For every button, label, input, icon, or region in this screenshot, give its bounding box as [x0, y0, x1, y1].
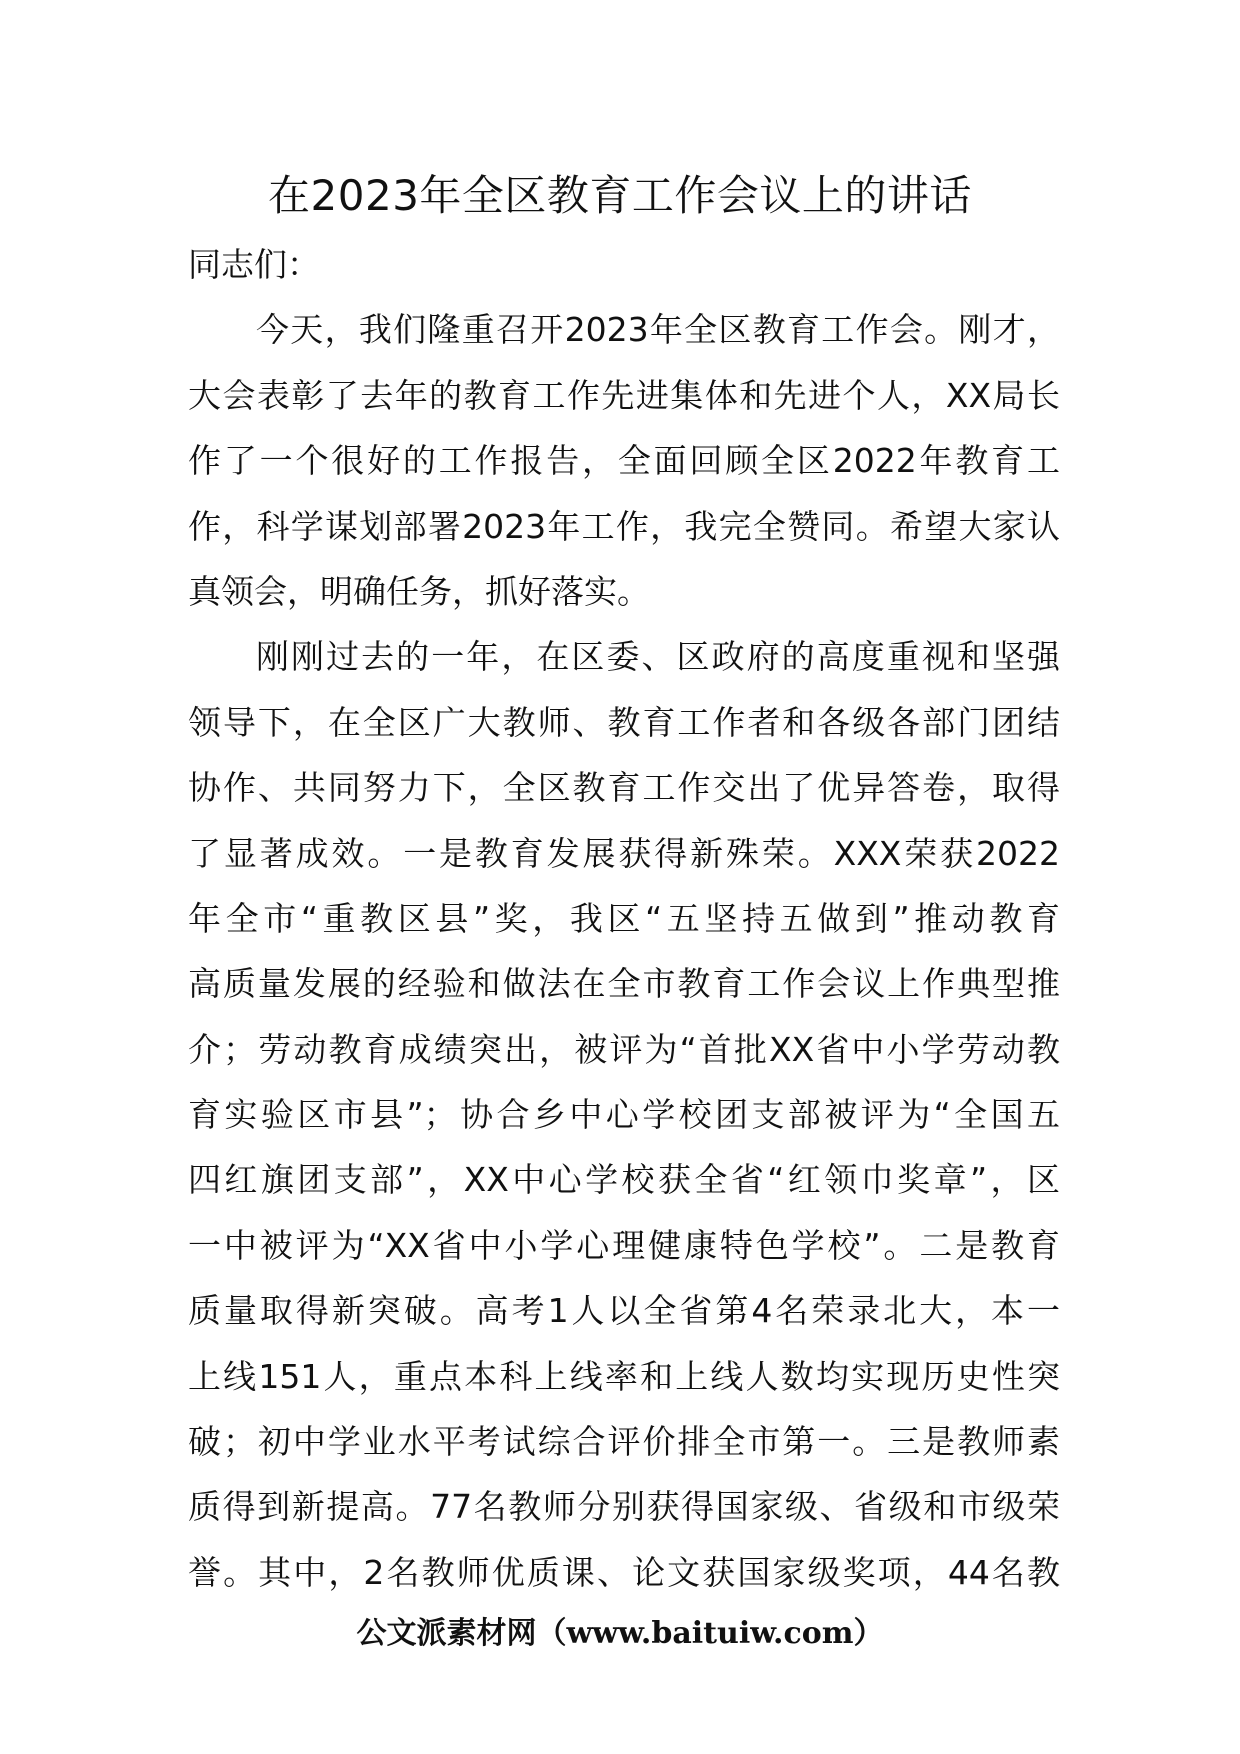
body-line: 了显著成效。一是教育发展获得新殊荣。XXX荣获2022 — [188, 833, 1060, 873]
body-line: 质得到新提高。77名教师分别获得国家级、省级和市级荣 — [188, 1487, 1060, 1527]
body-line: 上线151人，重点本科上线率和上线人数均实现历史性突 — [188, 1356, 1060, 1396]
body-line: 高质量发展的经验和做法在全市教育工作会议上作典型推 — [188, 964, 1060, 1004]
document-title: 在2023年全区教育工作会议上的讲话 — [268, 171, 972, 220]
body-line: 作，科学谋划部署2023年工作，我完全赞同。希望大家认 — [188, 506, 1060, 546]
body-line: 一中被评为“XX省中小学心理健康特色学校”。二是教育 — [188, 1225, 1060, 1265]
body-line: 年全市“重教区县”奖，我区“五坚持五做到”推动教育 — [188, 898, 1060, 938]
body-line: 誉。其中，2名教师优质课、论文获国家级奖项，44名教 — [188, 1552, 1060, 1592]
body-line: 四红旗团支部”，XX中心学校获全省“红领巾奖章”，区 — [188, 1160, 1060, 1200]
body-line: 作了一个很好的工作报告，全面回顾全区2022年教育工 — [188, 441, 1060, 481]
body-line: 今天，我们隆重召开2023年全区教育工作会。刚才， — [256, 310, 1060, 350]
body-line: 破；初中学业水平考试综合评价排全市第一。三是教师素 — [188, 1422, 1060, 1462]
body-line: 质量取得新突破。高考1人以全省第4名荣录北大，本一 — [188, 1291, 1060, 1331]
body-line: 真领会，明确任务，抓好落实。 — [188, 571, 650, 611]
document-body — [188, 232, 1060, 1605]
footer-watermark: 公文派素材网（www.baituiw.com） — [356, 1616, 884, 1651]
body-line: 育实验区市县”；协合乡中心学校团支部被评为“全国五 — [188, 1095, 1060, 1135]
body-line: 同志们： — [188, 245, 320, 284]
body-line: 大会表彰了去年的教育工作先进集体和先进个人，XX局长 — [188, 375, 1060, 415]
body-line: 刚刚过去的一年，在区委、区政府的高度重视和坚强 — [256, 637, 1060, 677]
body-line: 领导下，在全区广大教师、教育工作者和各级各部门团结 — [188, 702, 1060, 742]
body-line: 协作、共同努力下，全区教育工作交出了优异答卷，取得 — [188, 768, 1060, 808]
body-line: 介；劳动教育成绩突出，被评为“首批XX省中小学劳动教 — [188, 1029, 1060, 1069]
